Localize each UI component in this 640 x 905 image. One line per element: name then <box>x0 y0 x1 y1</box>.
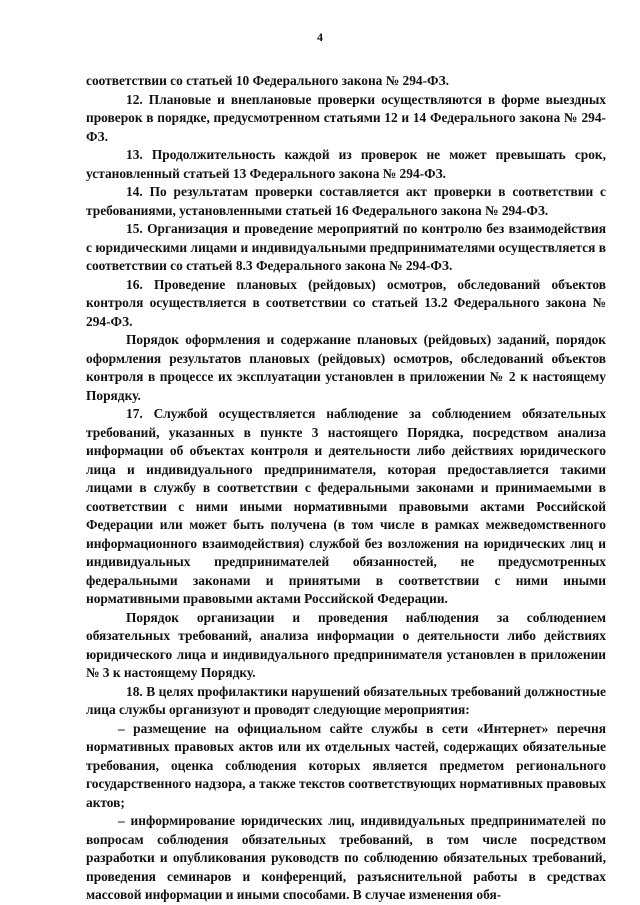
paragraph: Порядок организации и проведения наблюдения за соблюдением обязательных требований, анализа информации о деятельности либо действиях юридического лица и индивидуального предпринимателя установлен в приложении № 3 к настоящему Порядку. <box>86 609 606 680</box>
paragraph: 14. По результатам проверки составляется акт проверки в соответствии с требованиями, установленными статьей 16 Федерального закона № 294-ФЗ. <box>86 184 606 218</box>
paragraph: 13. Продолжительность каждой из проверок не может превышать срок, установленный статьей 13 Федерального закона № 294-ФЗ. <box>86 147 606 181</box>
paragraph: соответствии со статьей 10 Федерального закона № 294-ФЗ. <box>86 73 449 88</box>
paragraph: 12. Плановые и внеплановые проверки осуществляются в форме выездных проверок в порядке, предусмотренном статьями 12 и 14 Федерального закона № 294-ФЗ. <box>86 91 606 144</box>
paragraph: 16. Проведение плановых (рейдовых) осмотров, обследований объектов контроля осуществляется в соответствии со статьей 13.2 Федерального закона № 294-ФЗ. <box>86 276 606 329</box>
paragraph: 15. Организация и проведение мероприятий по контролю без взаимодействия с юридическими лицами и индивидуальными предпринимателями осуществляется в соответствии со статьей 8.3 Федерального закона № 294-ФЗ. <box>86 221 606 273</box>
paragraph: 17. Службой осуществляется наблюдение за соблюдением обязательных требований, указанных в пункте 3 настоящего Порядка, посредством анализа информации об объектах контроля и деятельности либо действиях юридического лица и индивидуального предпринимателя, которая предоставляется такими лицами в службу в соответствии с федеральными законами и принимаемыми в соответствии с ними иными нормативными правовыми актами Российской Федерации или может быть получена (в том числе в рамках межведомственного информационного взаимодействия) службой без возложения на юридических лиц и индивидуальных предпринимателей обязанностей, не предусмотренных федеральными законами и принятыми в соответствии с ними иными нормативными правовыми актами Российской Федерации. <box>86 406 606 606</box>
paragraph: 18. В целях профилактики нарушений обязательных требований должностные лица службы организуют и проводят следующие мероприятия: <box>86 683 606 717</box>
page-number: 4 <box>317 30 323 44</box>
list-item: – информирование юридических лиц, индивидуальных предпринимателей по вопросам соблюдения обязательных требований, в том числе посредством разработки и опубликования руководств по соблюдению обязательных требований, проведения семинаров и конференций, разъяснительной работы в средствах массовой информации и иными способами. В случае изменения обя- <box>86 813 606 902</box>
document-body <box>86 72 606 905</box>
list-item: – размещение на официальном сайте службы в сети «Интернет» перечня нормативных правовых актов или их отдельных частей, содержащих обязательные требования, оценка соблюдения которых является предметом регионального государственного надзора, а также текстов соответствующих нормативных правовых актов; <box>86 720 606 810</box>
paragraph: Порядок оформления и содержание плановых (рейдовых) заданий, порядок оформления результатов плановых (рейдовых) осмотров, обследований объектов контроля в процессе их эксплуатации установлен в приложении № 2 к настоящему Порядку. <box>86 332 606 403</box>
